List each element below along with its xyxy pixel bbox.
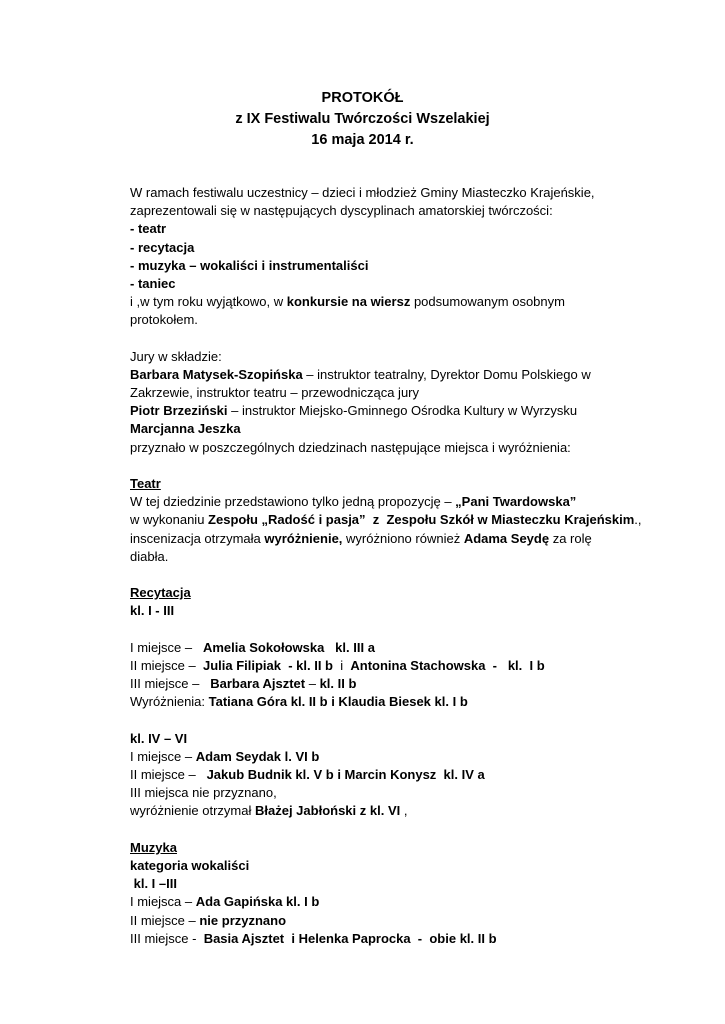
teatr-line-4: diabła. — [130, 548, 169, 564]
document-body — [130, 184, 642, 948]
result-line: III miejsce - Basia Ajsztet i Helenka Paprocka - obie kl. II b — [130, 930, 497, 946]
music-category: kategoria wokaliści — [130, 857, 250, 873]
jury-member-name: Barbara Matysek-Szopińska — [130, 366, 303, 382]
result-line: I miejsce – Adam Seydak l. VI b — [130, 748, 320, 764]
document-subtitle: z IX Festiwalu Twórczości Wszelakiej — [235, 111, 490, 127]
intro-line-2: zaprezentowali się w następujących dyscyplinach amatorskiej twórczości: — [130, 203, 553, 219]
document-header — [0, 88, 725, 151]
result-line: III miejsce – Barbara Ajsztet – kl. II b — [130, 676, 357, 692]
jury-member-3 — [130, 420, 610, 438]
result-line: I miejsca – Ada Gapińska kl. I b — [130, 894, 320, 910]
jury-member-1: Barbara Matysek-Szopińska – instruktor teatralny, Dyrektor Domu Polskiego w — [130, 366, 591, 382]
class-category: kl. I - III — [130, 603, 175, 619]
result-line: Wyróżnienia: Tatiana Góra kl. II b i Klaudia Biesek kl. I b — [130, 694, 468, 710]
jury-member-name: Marcjanna Jeszka — [130, 421, 241, 437]
section-heading-teatr: Teatr — [130, 476, 161, 491]
section-heading-recytacja: Recytacja — [130, 585, 191, 601]
intro-line-1: W ramach festiwalu uczestnicy – dzieci i młodzież Gminy Miasteczko Krajeńskie, — [130, 185, 595, 200]
section-heading-muzyka: Muzyka — [130, 839, 177, 855]
document-date: 16 maja 2014 r. — [311, 132, 414, 148]
jury-member-1-cont: Zakrzewie, instruktor teatru – przewodnicząca jury — [130, 385, 420, 401]
discipline-item: - recytacja — [130, 239, 195, 255]
result-line: II miejsce – nie przyznano — [130, 912, 287, 928]
teatr-line-2: w wykonaniu Zespołu „Radość i pasja” z Zespołu Szkół w Miasteczku Krajeńskim., — [130, 512, 642, 528]
teatr-line-3: inscenizacja otrzymała wyróżnienie, wyróżniono również Adama Seydę za rolę — [130, 530, 592, 546]
class-category: kl. IV – VI — [130, 730, 188, 746]
discipline-item: - muzyka – wokaliści i instrumentaliści — [130, 257, 369, 273]
result-line: II miejsce – Julia Filipiak - kl. II b i Antonina Stachowska - kl. I b — [130, 657, 545, 673]
jury-member-2: Piotr Brzeziński – instruktor Miejsko-Gminnego Ośrodka Kultury w Wyrzysku — [130, 403, 578, 419]
result-line: II miejsce – Jakub Budnik kl. V b i Marcin Konysz kl. IV a — [130, 767, 485, 782]
class-category: kl. I –III — [130, 876, 177, 892]
result-line: wyróżnienie otrzymał Błażej Jabłoński z kl. VI , — [130, 803, 408, 819]
discipline-item: - taniec — [130, 275, 176, 291]
document-title: PROTOKÓŁ — [321, 90, 404, 106]
result-line: III miejsca nie przyznano, — [130, 785, 277, 801]
discipline-item: - teatr — [130, 221, 167, 237]
jury-heading: Jury w składzie: — [130, 348, 222, 364]
intro-poetry-line: i ,w tym roku wyjątkowo, w konkursie na wiersz podsumowanym osobnym — [130, 294, 565, 310]
teatr-line-1: W tej dziedzinie przedstawiono tylko jedną propozycję – „Pani Twardowska” — [130, 494, 577, 510]
result-line: I miejsce – Amelia Sokołowska kl. III a — [130, 639, 375, 655]
poetry-contest: konkursie na wiersz — [286, 294, 411, 310]
jury-member-name: Piotr Brzeziński — [130, 403, 228, 419]
intro-line-end: protokołem. — [130, 312, 198, 328]
jury-closing: przyznało w poszczególnych dziedzinach następujące miejsca i wyróżnienia: — [130, 439, 571, 455]
